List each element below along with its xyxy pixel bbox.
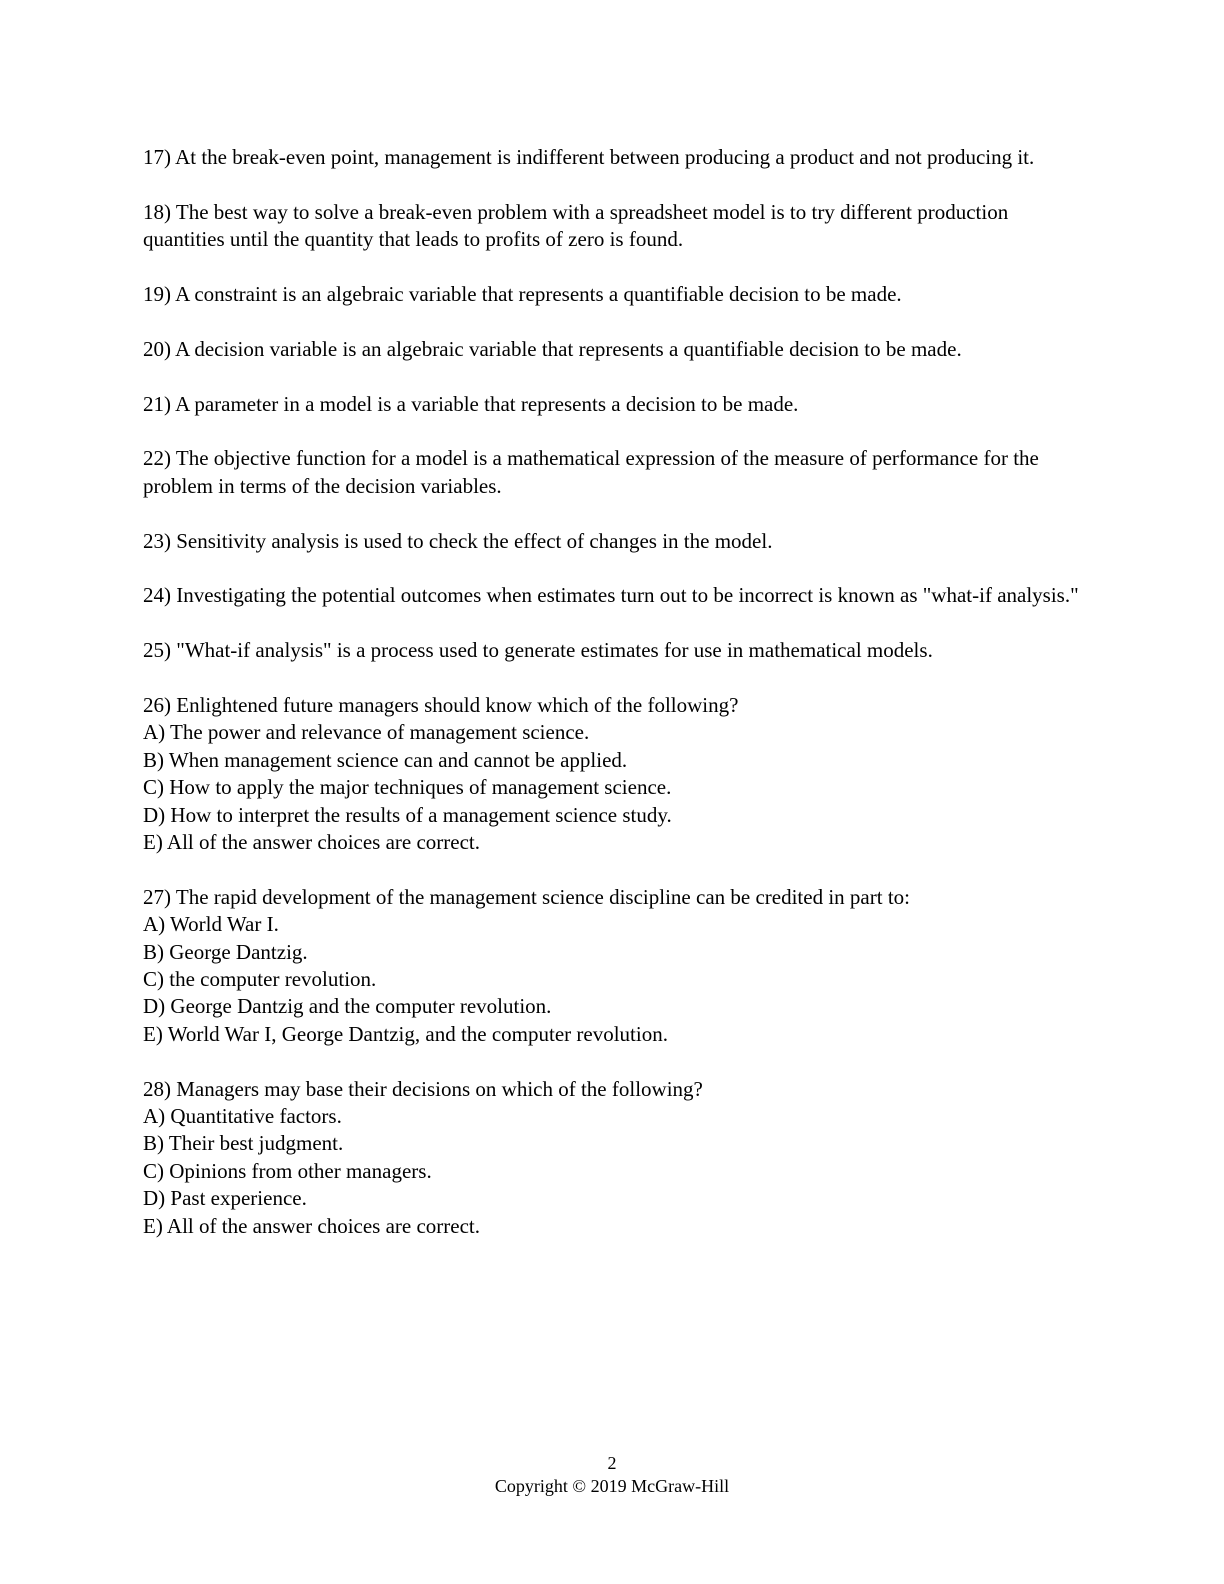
answer-option-c: C) the computer revolution. <box>143 967 377 992</box>
question-20 <box>143 336 1093 363</box>
answer-option-d: D) George Dantzig and the computer revolution. <box>143 994 552 1019</box>
answer-option-a: A) Quantitative factors. <box>143 1104 342 1129</box>
answer-option-b: B) George Dantzig. <box>143 939 308 964</box>
question-28 <box>143 1076 1093 1240</box>
question-26 <box>143 692 1093 856</box>
answer-option-d: D) How to interpret the results of a management science study. <box>143 802 672 827</box>
question-23 <box>143 528 1093 555</box>
question-text: 23) Sensitivity analysis is used to check the effect of changes in the model. <box>143 528 773 553</box>
question-text: 20) A decision variable is an algebraic variable that represents a quantifiable decision to be made. <box>143 336 962 361</box>
question-text: 21) A parameter in a model is a variable that represents a decision to be made. <box>143 391 799 416</box>
answer-option-e: E) World War I, George Dantzig, and the computer revolution. <box>143 1021 668 1046</box>
answer-option-e: E) All of the answer choices are correct. <box>143 830 481 855</box>
question-21 <box>143 391 1093 418</box>
question-text: 26) Enlightened future managers should know which of the following? <box>143 692 739 717</box>
question-text: 22) The objective function for a model is a mathematical expression of the measure of performance for the problem in terms of the decision variables. <box>143 446 1039 498</box>
answer-option-b: B) Their best judgment. <box>143 1131 344 1156</box>
question-22 <box>143 445 1093 500</box>
answer-option-e: E) All of the answer choices are correct. <box>143 1213 481 1238</box>
question-text: 28) Managers may base their decisions on which of the following? <box>143 1076 703 1101</box>
answer-option-a: A) World War I. <box>143 912 279 937</box>
question-17 <box>143 144 1093 171</box>
question-text: 19) A constraint is an algebraic variable that represents a quantifiable decision to be made. <box>143 282 902 306</box>
question-text: 18) The best way to solve a break-even problem with a spreadsheet model is to try different production quantities until the quantity that leads to profits of zero is found. <box>143 199 1009 252</box>
answer-option-a: A) The power and relevance of management science. <box>143 720 590 745</box>
question-18 <box>143 199 1093 254</box>
question-27 <box>143 884 1093 1048</box>
question-19 <box>143 281 1093 308</box>
question-text: 17) At the break-even point, management is indifferent between producing a product and not producing it. <box>143 145 1035 169</box>
answer-option-d: D) Past experience. <box>143 1186 307 1211</box>
question-text: 24) Investigating the potential outcomes when estimates turn out to be incorrect is known as "what-if analysis." <box>143 583 1079 608</box>
page-number: 2 <box>607 1453 617 1473</box>
question-list <box>143 144 1093 1267</box>
question-text: 27) The rapid development of the management science discipline can be credited in part to: <box>143 884 910 909</box>
question-24 <box>143 582 1093 609</box>
answer-option-c: C) How to apply the major techniques of management science. <box>143 775 672 800</box>
question-text: 25) "What-if analysis" is a process used to generate estimates for use in mathematical models. <box>143 638 933 663</box>
answer-option-c: C) Opinions from other managers. <box>143 1158 432 1183</box>
answer-option-b: B) When management science can and cannot be applied. <box>143 747 628 772</box>
copyright-notice: Copyright © 2019 McGraw-Hill <box>494 1476 730 1496</box>
question-25 <box>143 637 1093 664</box>
